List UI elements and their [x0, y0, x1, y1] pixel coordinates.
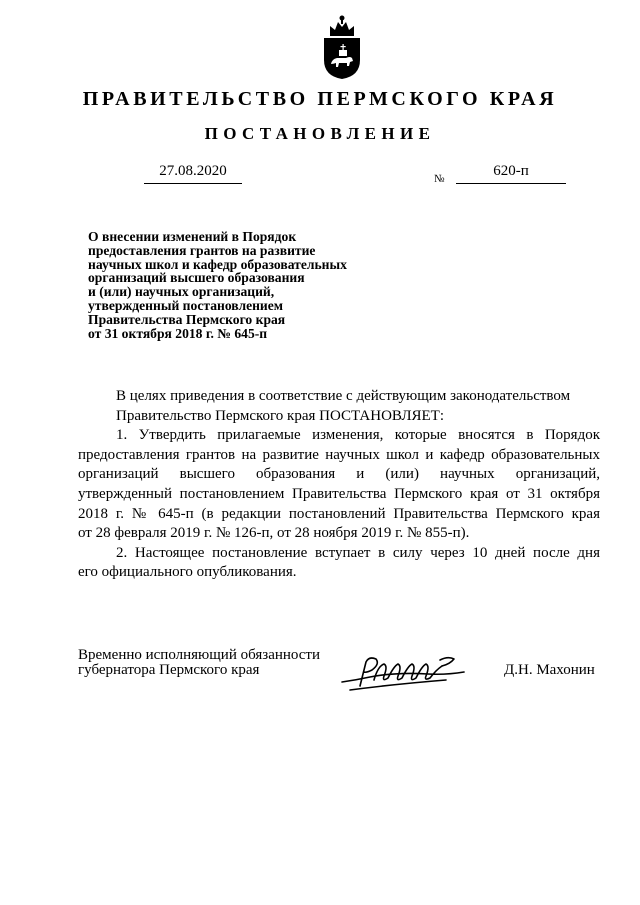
- subject-line: организаций высшего образования: [88, 270, 305, 286]
- number-sign: №: [434, 173, 445, 185]
- body-line: его официального опубликования.: [78, 564, 297, 581]
- subject-line: Правительства Пермского края: [88, 311, 286, 327]
- body-line: 1. Утвердить прилагаемые изменения, которые вносятся в Порядок: [116, 427, 600, 444]
- document-date: 27.08.2020: [144, 163, 242, 184]
- handwritten-signature-icon: [336, 650, 468, 694]
- body-line: Правительство Пермского края ПОСТАНОВЛЯЕТ:: [116, 407, 445, 424]
- subject-line: научных школ и кафедр образовательных: [88, 256, 347, 272]
- body-line: предоставления грантов на развитие научных школ и кафедр образовательных: [78, 446, 600, 463]
- subject-line: от 31 октября 2018 г. № 645-п: [88, 325, 268, 341]
- signatory-position-line: губернатора Пермского края: [78, 662, 260, 678]
- government-title: ПРАВИТЕЛЬСТВО ПЕРМСКОГО КРАЯ: [82, 88, 558, 110]
- body-line: 2018 г. № 645-п (в редакции постановлений Правительства Пермского края: [78, 505, 600, 522]
- subject-line: утвержденный постановлением: [88, 297, 284, 313]
- document-number: 620-п: [456, 163, 566, 184]
- document-body: [78, 387, 600, 583]
- signatory-position-line: Временно исполняющий обязанности: [78, 647, 321, 663]
- subject-line: предоставления грантов на развитие: [88, 242, 316, 258]
- subject-line: О внесении изменений в Порядок: [88, 229, 297, 244]
- signatory-position: [78, 648, 320, 678]
- signatory-name: Д.Н. Махонин: [504, 662, 595, 678]
- perm-krai-coat-of-arms-icon: [320, 14, 364, 80]
- subject-line: и (или) научных организаций,: [88, 284, 275, 300]
- document-subject: [88, 230, 418, 340]
- body-line: утвержденный постановлением Правительства Пермского края от 31 октября: [78, 485, 600, 502]
- body-line: организаций высшего образования и (или) научных организаций,: [78, 466, 600, 483]
- body-line: 2. Настоящее постановление вступает в силу через 10 дней после дня: [116, 544, 600, 561]
- document-type: ПОСТАНОВЛЕНИЕ: [204, 124, 436, 143]
- body-line: В целях приведения в соответствие с действующим законодательством: [116, 388, 571, 404]
- body-line: от 28 февраля 2019 г. № 126-п, от 28 ноября 2019 г. № 855-п).: [78, 525, 470, 542]
